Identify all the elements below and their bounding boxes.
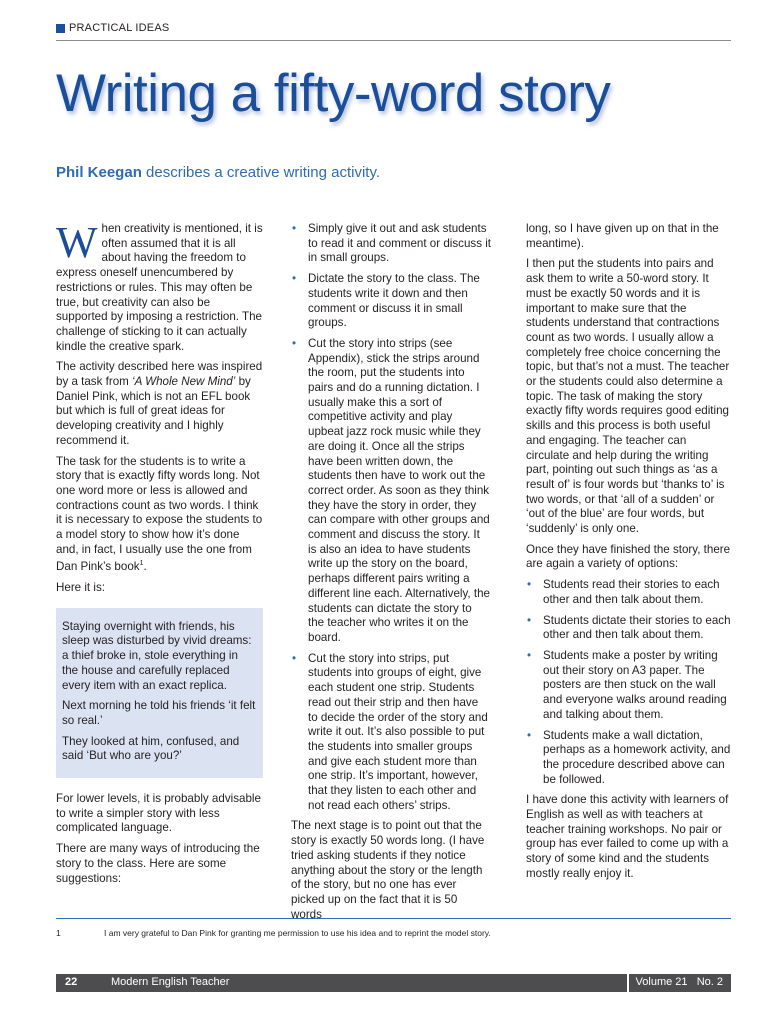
column-3 [526,222,732,888]
paragraph: I then put the students into pairs and ask them to write a 50-word story. It must be exactly 50 words and it is important to make sure that the students understand that contractions count as two words. I usually allow a completely free choice concerning the topic, but that’s not a must. The teacher or the students could also determine a topic. The task of making the story exactly fifty words requires good editing skills and this process is both useful and engaging. The teacher can circulate and help during the writing part, pointing out such things as ‘as a result of’ is four words but ‘thanks to’ is two words, or that ‘all of a sudden’ or ‘out of the blue’ are four words, but ‘suddenly’ is only one. [526,257,730,536]
footnote-number: 1 [56,928,61,938]
section-label [56,22,169,34]
footnote-ref: 1 [139,560,144,568]
section-square-icon [56,24,65,33]
paragraph [56,360,263,448]
magazine-name: Modern English Teacher [111,976,230,988]
page-footer [56,974,731,992]
list-item: • Simply give it out and ask students to read it and comment or discuss it in small groups. [291,222,491,266]
paragraph: I have done this activity with learners of English as well as with teachers at teacher training workshops. No pair or group has ever failed to come up with a story of some kind and the students mostly really enjoy it. [526,793,729,880]
list-item: • Cut the story into strips (see Appendix), stick the strips around the room, put the students into pairs and do a running dictation. I usually make this a sort of competitive activity and play upbeat jazz rock music while they are doing it. Once all the strips have been written down, the students then have to work out the correct order. As soon as they think they have the story in order, they can compare with other groups and comment and discuss the story. It is also an idea to have students write up the story on the board, perhaps different pairs writing a different line each. Alternatively, the students can dictate the story to the teacher who writes it on the board. [291,337,491,646]
list-item: • Students make a wall dictation, perhaps as a homework activity, and the procedure described above can be followed. [526,729,732,788]
list-item: • Dictate the story to the class. The students write it down and then comment or discuss it in small groups. [291,272,491,331]
paragraph: The next stage is to point out that the story is exactly 50 words long. (I have tried asking students if they notice anything about the story or the length of the story, but no one has ever picked up on the fact that it is 50 words [291,819,485,921]
model-story-box [56,608,263,778]
paragraph: long, so I have given up on that in the meantime). [526,222,719,250]
paragraph-text: by Daniel Pink, which is not an EFL book but which is full of great ideas for developing creativity and I highly recommend it. [56,375,251,447]
paragraph-text: The activity described here was inspired by a task from [56,360,263,389]
paragraph [56,455,263,575]
column-2 [291,222,491,928]
book-title: ‘A Whole New Mind’ [132,375,236,389]
list-item: • Students read their stories to each other and then talk about them. [526,578,732,607]
paragraph: Once they have finished the story, there are again a variety of options: [526,542,731,571]
footer-divider [627,974,629,992]
section-label-text: PRACTICAL IDEAS [69,22,170,34]
list-item: • Students make a poster by writing out their story on A3 paper. The posters are then stuck on the wall and everyone walks around reading and talking about them. [526,649,732,723]
byline [56,164,380,181]
page-number: 22 [65,976,78,988]
drop-cap: W [56,218,98,267]
paragraph: There are many ways of introducing the story to the class. Here are some suggestions: [56,842,260,885]
intro-text: hen creativity is mentioned, it is often assumed that it is all about having the freedom to express oneself unencumbered by restrictions or rules. This may often be true, but creativity can also be supported by imposing a restriction. The challenge of sticking to it can actually kindle the creative spark. [56,222,263,353]
paragraph: Here it is: [56,581,105,595]
paragraph: For lower levels, it is probably advisable to write a simpler story with less complicated language. [56,792,261,835]
list-item: • Cut the story into strips, put students into groups of eight, give each student one strip. Students read out their strip and then have to decide the order of the story and write it out. It’s also possible to put the students into smaller groups and give each student more than one strip. It’s important, however, that they listen to each other and not read each others’ strips. [291,652,491,814]
paragraph-text: . [143,560,147,574]
byline-description: describes a creative writing activity. [146,164,381,181]
top-rule [56,40,731,41]
list-item: • Students dictate their stories to each other and then talk about them. [526,614,732,643]
story-paragraph: Staying overnight with friends, his sleep was disturbed by vivid dreams: a thief broke in, stole everything in the house and carefully replaced every item with an exact replica. [62,619,252,692]
paragraph-text: The task for the students is to write a story that is exactly fifty words long. Not one word more or less is allowed and contractions count as two words. I think it is necessary to expose the students to a model story to show how it’s done and, in fact, I usually use the one from Dan Pink’s book [56,454,263,574]
author-name: Phil Keegan [56,164,142,181]
story-paragraph: They looked at him, confused, and said ‘But who are you?’ [62,734,240,763]
article-title: Writing a fifty-word story [56,64,611,123]
bullet-list [291,222,491,813]
volume-info: Volume 21 No. 2 [635,976,723,988]
footnote-text: I am very grateful to Dan Pink for granting me permission to use his idea and to reprint the model story. [104,928,491,938]
story-paragraph: Next morning he told his friends ‘it felt so real.’ [62,699,256,727]
bullet-list [526,578,732,787]
intro-paragraph [56,218,263,354]
footnote-rule [56,918,731,919]
column-1 [56,218,263,892]
